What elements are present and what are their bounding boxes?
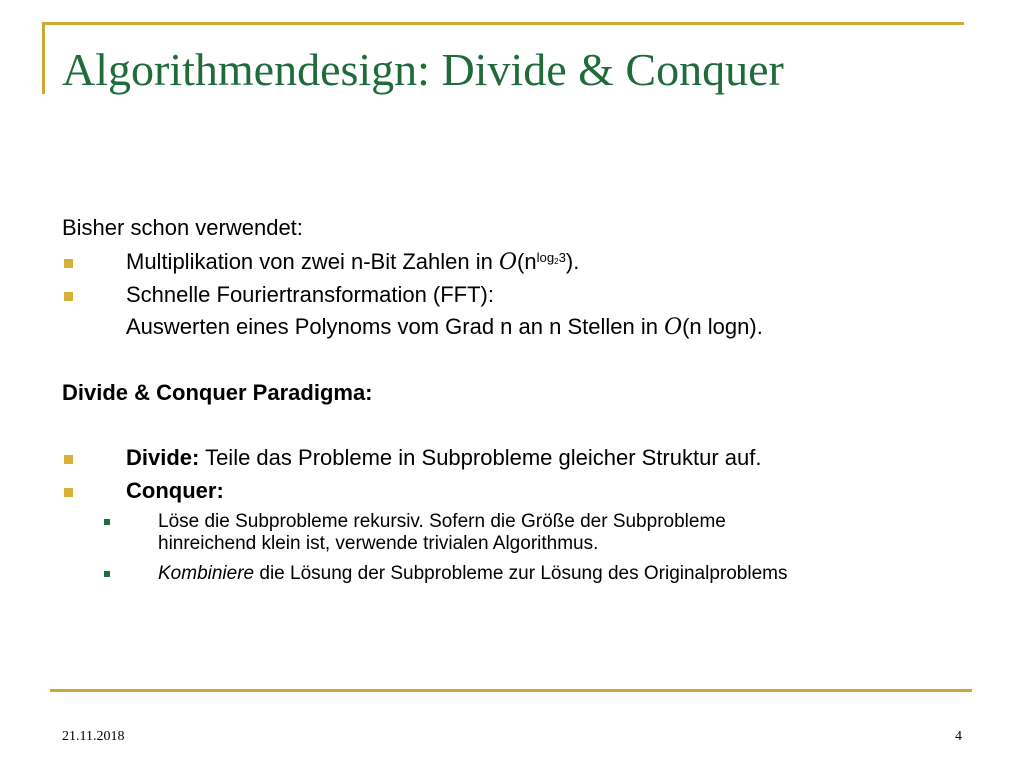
frame-top-rule (42, 22, 964, 25)
slide-title: Algorithmendesign: Divide & Conquer (62, 44, 784, 95)
bullet-divide (126, 444, 761, 472)
footer-rule (50, 689, 972, 692)
exponent-base: 2 (554, 256, 559, 266)
exponent (537, 250, 566, 265)
frame-left-rule (42, 22, 45, 94)
big-o-symbol: O (664, 315, 683, 340)
fft-line2-text: Auswerten eines Polynoms vom Grad n an n Stellen in (126, 314, 665, 339)
multiplication-open: (n (517, 249, 537, 274)
bullet-conquer: Conquer: (126, 478, 224, 503)
bullet-square-icon (64, 292, 73, 301)
divide-text: Teile das Probleme in Subprobleme gleicher Struktur auf. (199, 445, 762, 470)
bullet-fft-line2 (126, 313, 763, 342)
bullet-multiplication (126, 248, 579, 277)
sub-bullet-solve-line1: Löse die Subprobleme rekursiv. Sofern die Größe der Subprobleme (158, 511, 726, 532)
footer-date: 21.11.2018 (62, 729, 125, 744)
exponent-log: log (536, 249, 555, 265)
sub-bullet-square-icon (104, 519, 110, 525)
exponent-three: 3 (558, 249, 566, 265)
sub-bullet-solve-line2: hinreichend klein ist, verwende trivialen Algorithmus. (158, 533, 599, 554)
intro-text: Bisher schon verwendet: (62, 215, 303, 240)
bullet-square-icon (64, 259, 73, 268)
combine-italic: Kombiniere (158, 563, 255, 584)
divide-label: Divide: (126, 445, 200, 470)
multiplication-text: Multiplikation von zwei n-Bit Zahlen in (126, 249, 499, 274)
paradigm-heading: Divide & Conquer Paradigma: (62, 380, 373, 405)
bullet-square-icon (64, 488, 73, 497)
bullet-fft-line1: Schnelle Fouriertransformation (FFT): (126, 282, 494, 307)
fft-line2-tail: (n logn). (682, 314, 763, 339)
multiplication-close: ). (565, 249, 580, 274)
page-number: 4 (955, 729, 962, 744)
combine-text: die Lösung der Subprobleme zur Lösung des Originalproblems (254, 563, 788, 584)
big-o-symbol: O (498, 250, 517, 275)
bullet-square-icon (64, 455, 73, 464)
sub-bullet-combine (158, 562, 787, 586)
sub-bullet-square-icon (104, 571, 110, 577)
